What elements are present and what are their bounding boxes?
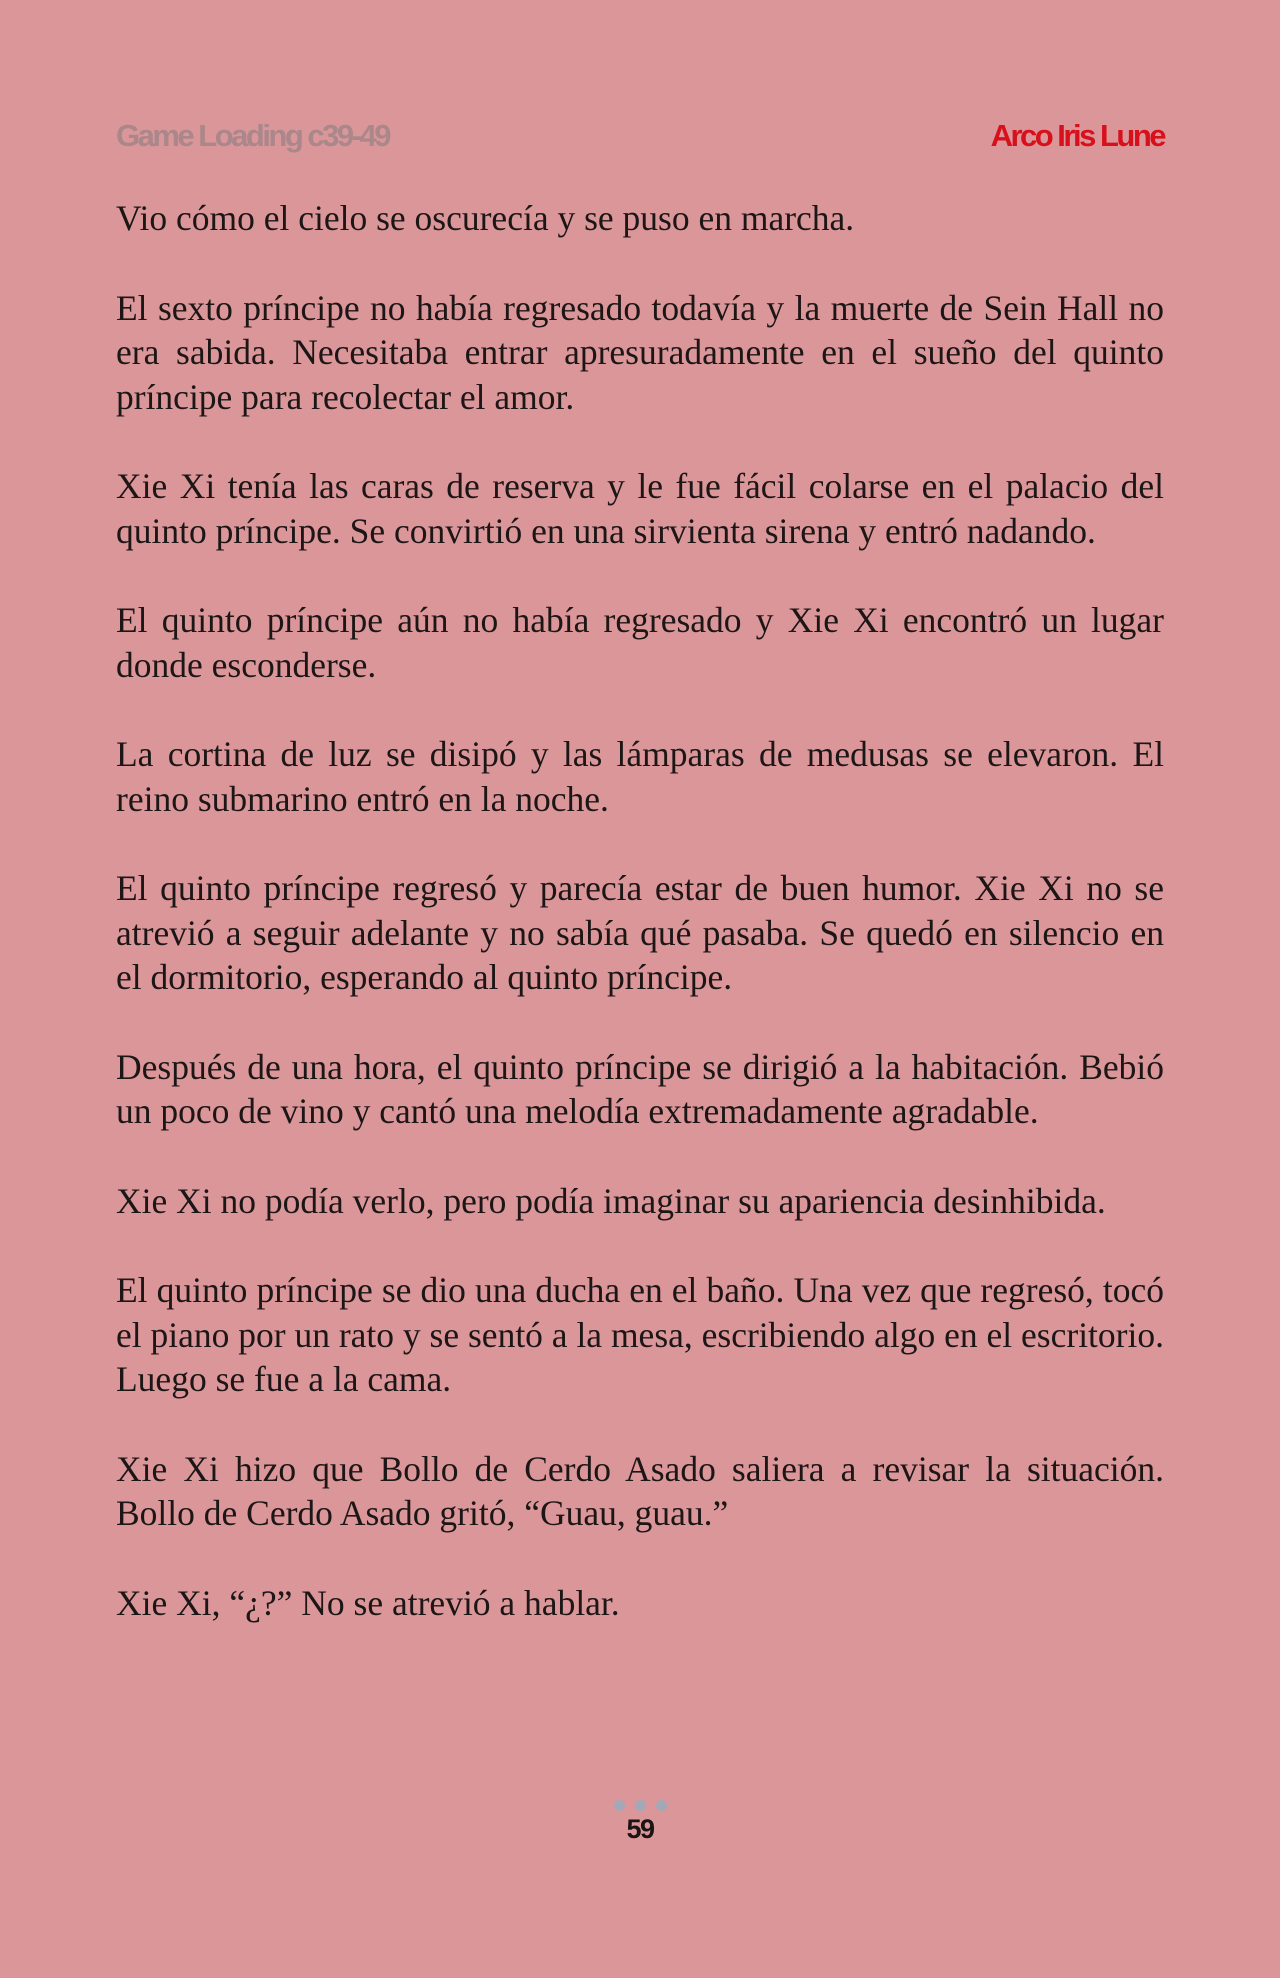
translator-credit: Arco Iris Lune <box>990 118 1164 153</box>
paragraph: Xie Xi tenía las caras de reserva y le fue fácil colarse en el palacio del quinto príncipe. Se convirtió en una sirvienta sirena y entró nadando. <box>116 466 1164 551</box>
paragraph: Xie Xi, “¿?” No se atrevió a hablar. <box>116 1582 620 1623</box>
paragraph: La cortina de luz se disipó y las lámparas de medusas se elevaron. El reino submarino entró en la noche. <box>116 734 1164 819</box>
page-footer <box>0 1800 1280 1844</box>
paragraph: Después de una hora, el quinto príncipe se dirigió a la habitación. Bebió un poco de vino y cantó una melodía extremadamente agradable. <box>116 1046 1164 1131</box>
page-number: 59 <box>626 1814 654 1844</box>
paragraph: Xie Xi hizo que Bollo de Cerdo Asado saliera a revisar la situación. Bollo de Cerdo Asado gritó, “Guau, guau.” <box>116 1448 1164 1533</box>
page-header <box>116 118 1164 162</box>
dot-icon <box>614 1800 625 1811</box>
paragraph: Xie Xi no podía verlo, pero podía imaginar su apariencia desinhibida. <box>116 1180 1106 1221</box>
paragraph: El quinto príncipe regresó y parecía estar de buen humor. Xie Xi no se atrevió a seguir adelante y no sabía qué pasaba. Se quedó en silencio en el dormitorio, esperando al quinto príncipe. <box>116 868 1164 997</box>
paragraph: Vio cómo el cielo se oscurecía y se puso en marcha. <box>116 198 855 238</box>
dot-icon <box>635 1800 646 1811</box>
ornament-dots-icon <box>0 1800 1280 1814</box>
paragraph: El sexto príncipe no había regresado todavía y la muerte de Sein Hall no era sabida. Necesitaba entrar apresuradamente en el sueño del quinto príncipe para recolectar el amor. <box>116 287 1164 417</box>
paragraph: El quinto príncipe aún no había regresado y Xie Xi encontró un lugar donde esconderse. <box>116 600 1164 685</box>
running-title: Game Loading c39-49 <box>116 118 389 153</box>
dot-icon <box>656 1800 667 1811</box>
paragraph: El quinto príncipe se dio una ducha en el baño. Una vez que regresó, tocó el piano por un rato y se sentó a la mesa, escribiendo algo en el escritorio. Luego se fue a la cama. <box>116 1270 1164 1399</box>
chapter-text <box>116 196 1164 1670</box>
